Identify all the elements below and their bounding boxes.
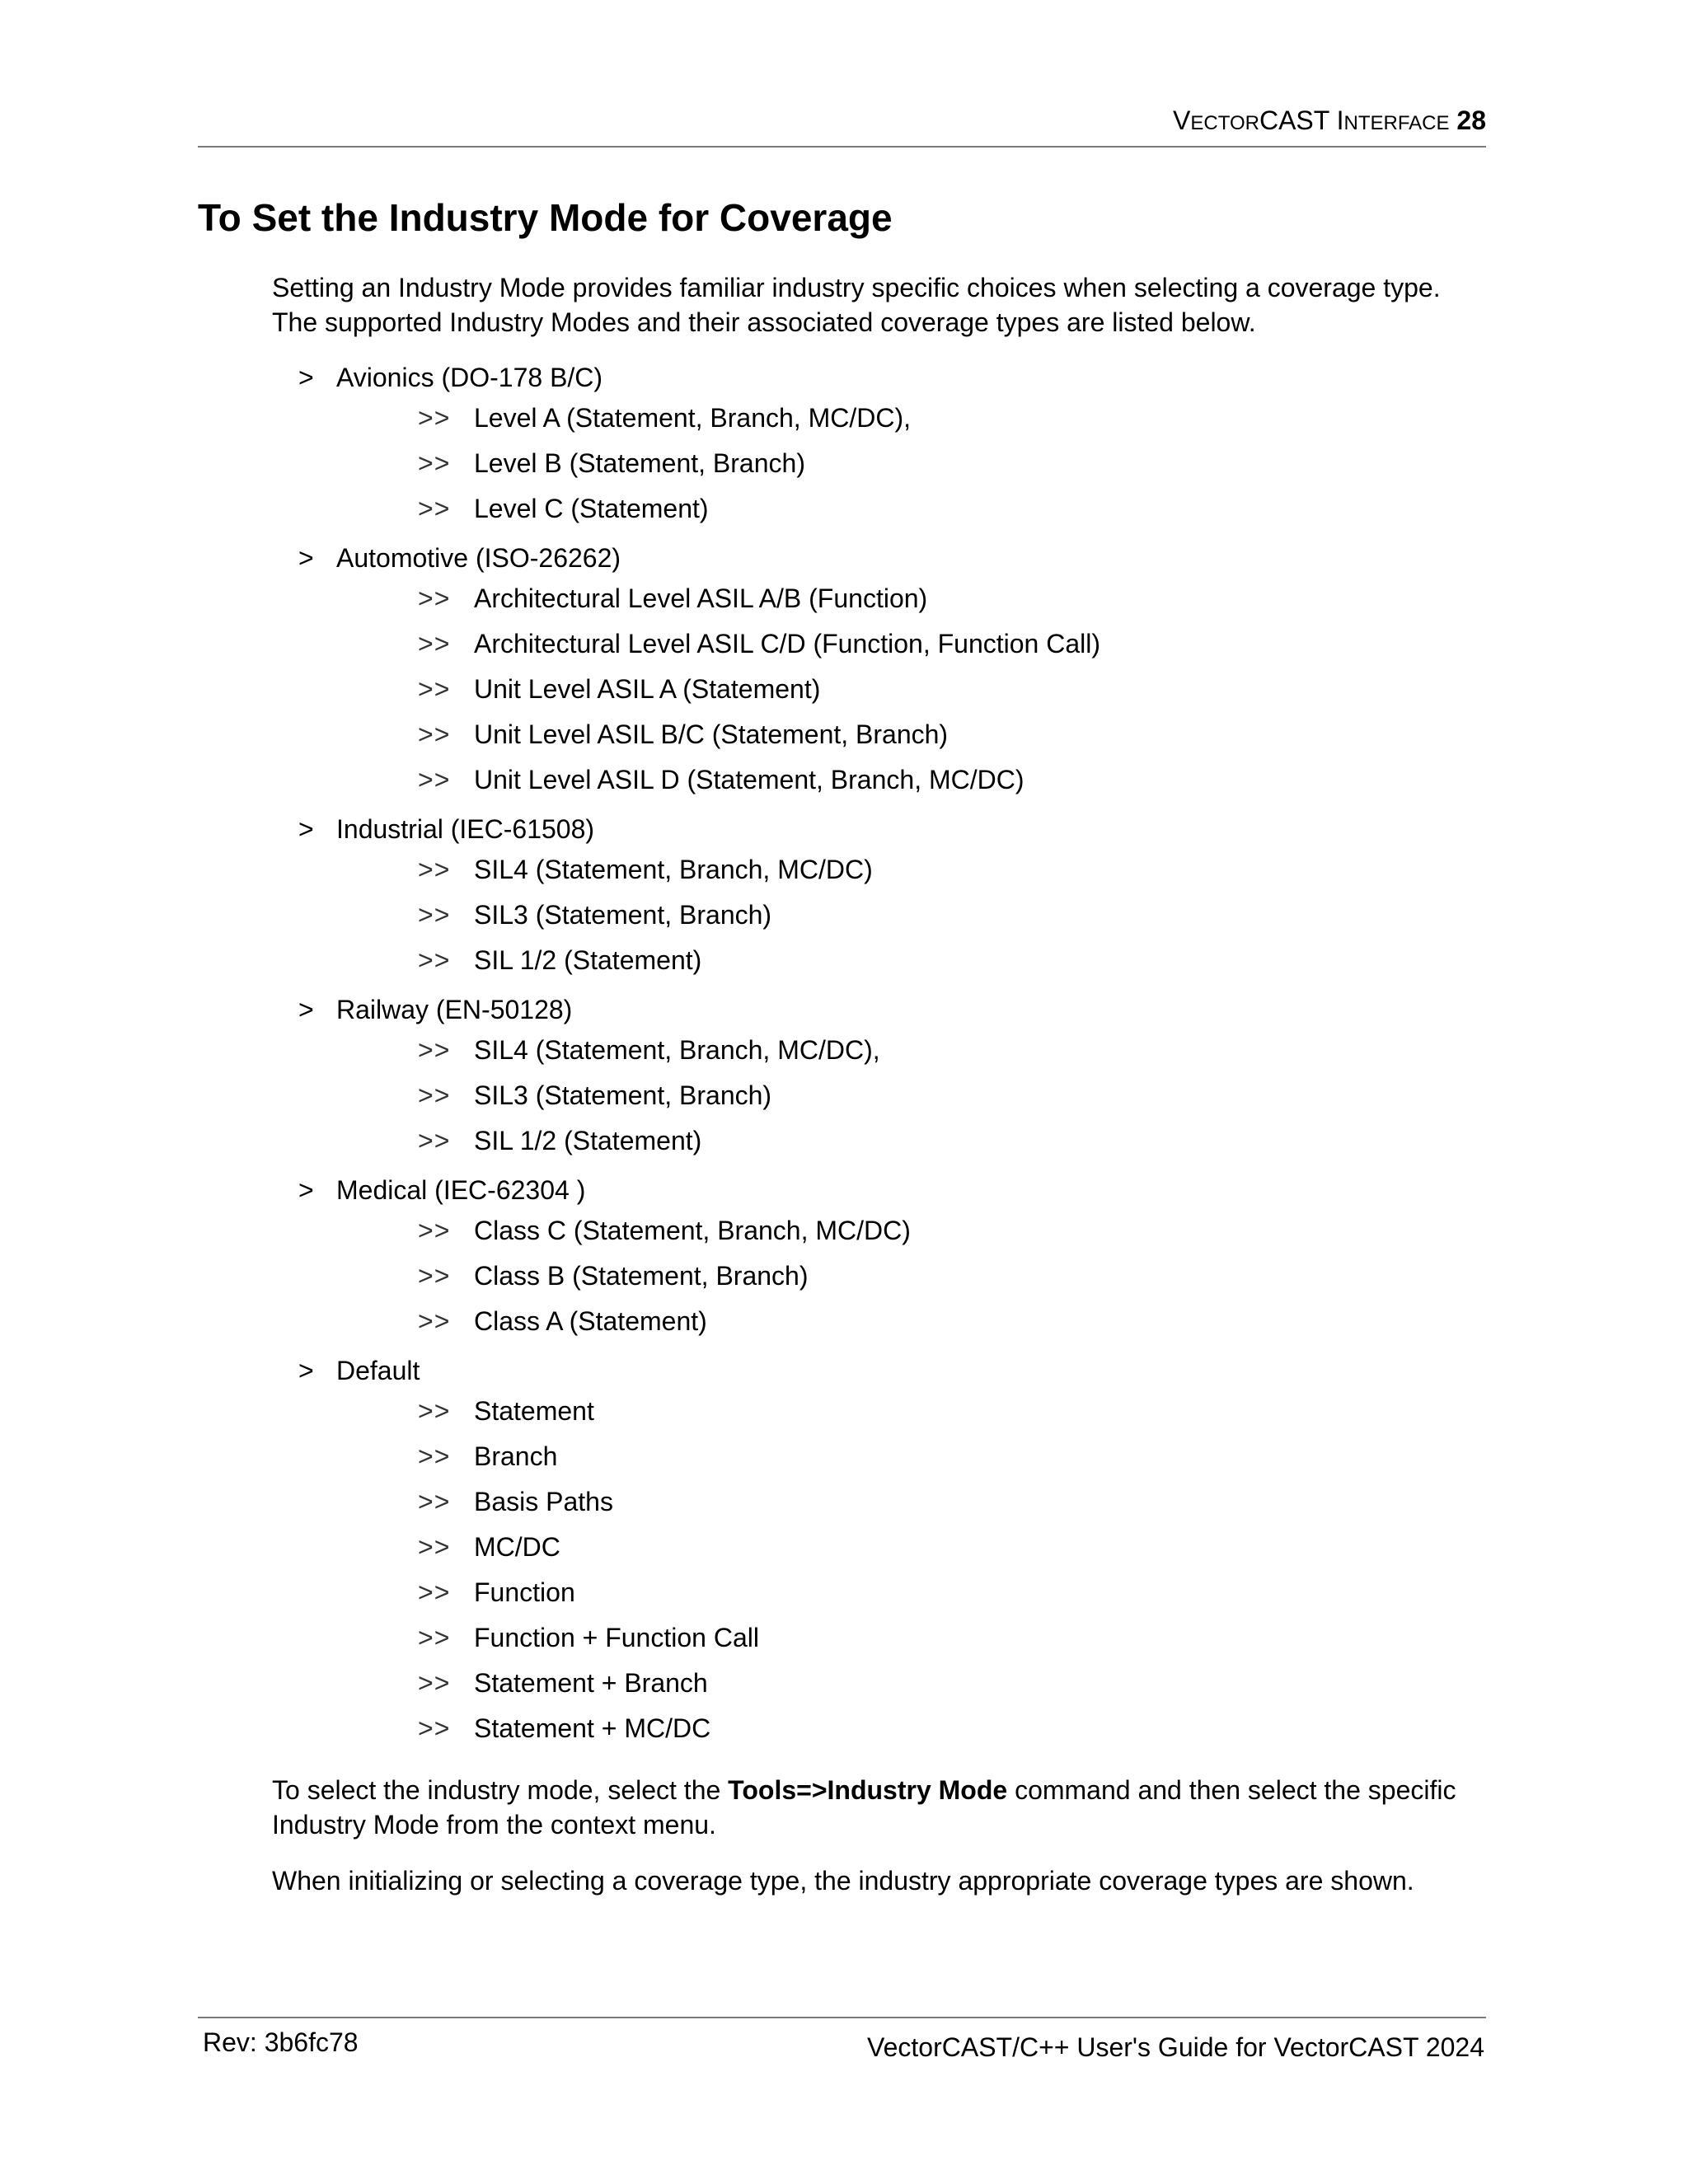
coverage-type-label: Unit Level ASIL B/C (Statement, Branch)	[474, 719, 949, 749]
footer-revision: Rev: 3b6fc78	[203, 2027, 359, 2057]
coverage-type-item	[418, 1479, 1452, 1525]
mode-heading	[298, 359, 1452, 396]
mode-heading	[298, 1172, 1452, 1208]
sub-bullet-marker: >>	[418, 1668, 451, 1698]
bullet-marker: >	[298, 814, 314, 844]
coverage-type-label: Level C (Statement)	[474, 494, 709, 523]
coverage-type-list	[298, 1389, 1452, 1751]
coverage-type-item	[418, 1434, 1452, 1479]
coverage-type-item	[418, 1615, 1452, 1661]
coverage-type-label: MC/DC	[474, 1532, 560, 1562]
coverage-type-item	[418, 1073, 1452, 1118]
coverage-type-item	[418, 847, 1452, 893]
initializing-paragraph: When initializing or selecting a coverage type, the industry appropriate coverage types are shown.	[272, 1866, 1414, 1896]
intro-paragraph: Setting an Industry Mode provides familiar industry specific choices when selecting a coverage type. The supported Industry Modes and their associated coverage types are listed below.	[272, 273, 1441, 337]
coverage-type-item	[418, 1570, 1452, 1615]
sub-bullet-marker: >>	[418, 855, 451, 884]
coverage-type-label: SIL3 (Statement, Branch)	[474, 1080, 772, 1110]
coverage-type-label: Statement + MC/DC	[474, 1713, 711, 1743]
coverage-type-label: Branch	[474, 1441, 558, 1471]
select-text-after: command and then select the specific Industry Mode from the context menu.	[272, 1775, 1456, 1840]
coverage-type-label: Statement + Branch	[474, 1668, 708, 1698]
mode-label: Default	[336, 1356, 420, 1385]
select-mode-paragraph	[272, 1773, 1492, 1842]
coverage-type-label: Function + Function Call	[474, 1623, 759, 1652]
sub-bullet-marker: >>	[418, 1261, 451, 1291]
header-title-cast: CAST I	[1259, 105, 1344, 135]
coverage-type-item	[418, 1118, 1452, 1164]
sub-bullet-marker: >>	[418, 1713, 451, 1743]
mode-item	[298, 1352, 1452, 1751]
bullet-marker: >	[298, 543, 314, 573]
coverage-type-item	[418, 576, 1452, 621]
header-title-ector: ECTOR	[1190, 112, 1259, 134]
coverage-type-label: Function	[474, 1577, 575, 1607]
coverage-type-label: SIL 1/2 (Statement)	[474, 1126, 702, 1155]
mode-label: Industrial (IEC-61508)	[336, 814, 595, 844]
coverage-type-item	[418, 1254, 1452, 1299]
sub-bullet-marker: >>	[418, 1216, 451, 1245]
section-title: To Set the Industry Mode for Coverage	[198, 196, 893, 239]
mode-label: Avionics (DO-178 B/C)	[336, 363, 603, 392]
bullet-marker: >	[298, 995, 314, 1024]
coverage-type-list	[298, 847, 1452, 983]
coverage-type-label: Class A (Statement)	[474, 1306, 707, 1336]
header-title-v: V	[1173, 105, 1191, 135]
coverage-type-label: SIL3 (Statement, Branch)	[474, 900, 772, 930]
mode-heading	[298, 1352, 1452, 1389]
mode-item	[298, 1172, 1452, 1344]
sub-bullet-marker: >>	[418, 1623, 451, 1652]
mode-heading	[298, 811, 1452, 847]
coverage-type-label: Class B (Statement, Branch)	[474, 1261, 809, 1291]
coverage-type-item	[418, 1208, 1452, 1254]
coverage-type-item	[418, 667, 1452, 712]
coverage-type-item	[418, 396, 1452, 441]
coverage-type-label: Architectural Level ASIL A/B (Function)	[474, 583, 928, 613]
coverage-type-label: Unit Level ASIL A (Statement)	[474, 674, 821, 704]
coverage-type-item	[418, 1299, 1452, 1344]
sub-bullet-marker: >>	[418, 1487, 451, 1516]
sub-bullet-marker: >>	[418, 1080, 451, 1110]
mode-item	[298, 359, 1452, 532]
footer-guide-title: VectorCAST/C++ User's Guide for VectorCAST 2024	[867, 2032, 1484, 2062]
coverage-type-item	[418, 441, 1452, 486]
header-title-nterface: NTERFACE	[1343, 112, 1450, 134]
coverage-type-list	[298, 576, 1452, 803]
mode-label: Railway (EN-50128)	[336, 995, 573, 1024]
coverage-type-label: Unit Level ASIL D (Statement, Branch, MC/DC)	[474, 765, 1025, 794]
bullet-marker: >	[298, 363, 314, 392]
coverage-type-label: SIL 1/2 (Statement)	[474, 945, 702, 975]
sub-bullet-marker: >>	[418, 1306, 451, 1336]
coverage-type-list	[298, 1028, 1452, 1164]
sub-bullet-marker: >>	[418, 448, 451, 478]
coverage-type-item	[418, 486, 1452, 532]
mode-heading	[298, 540, 1452, 576]
coverage-type-item	[418, 621, 1452, 667]
bullet-marker: >	[298, 1175, 314, 1205]
mode-item	[298, 540, 1452, 803]
sub-bullet-marker: >>	[418, 1441, 451, 1471]
coverage-type-label: Level B (Statement, Branch)	[474, 448, 805, 478]
coverage-type-item	[418, 1706, 1452, 1751]
select-text-before: To select the industry mode, select the	[272, 1775, 729, 1805]
coverage-type-item	[418, 1661, 1452, 1706]
coverage-type-label: SIL4 (Statement, Branch, MC/DC),	[474, 1035, 880, 1065]
header-divider	[198, 146, 1486, 148]
sub-bullet-marker: >>	[418, 945, 451, 975]
mode-heading	[298, 991, 1452, 1028]
sub-bullet-marker: >>	[418, 674, 451, 704]
mode-item	[298, 811, 1452, 983]
coverage-type-label: Class C (Statement, Branch, MC/DC)	[474, 1216, 911, 1245]
coverage-type-item	[418, 1389, 1452, 1434]
tools-industry-mode-command: Tools=>Industry Mode	[728, 1775, 1008, 1805]
sub-bullet-marker: >>	[418, 719, 451, 749]
sub-bullet-marker: >>	[418, 1577, 451, 1607]
page-number: 28	[1456, 105, 1486, 135]
sub-bullet-marker: >>	[418, 1396, 451, 1426]
mode-item	[298, 991, 1452, 1164]
running-header	[198, 104, 1486, 140]
coverage-type-list	[298, 396, 1452, 532]
bullet-marker: >	[298, 1356, 314, 1385]
sub-bullet-marker: >>	[418, 900, 451, 930]
coverage-type-item	[418, 1028, 1452, 1073]
sub-bullet-marker: >>	[418, 1035, 451, 1065]
coverage-type-label: SIL4 (Statement, Branch, MC/DC)	[474, 855, 873, 884]
sub-bullet-marker: >>	[418, 1532, 451, 1562]
coverage-type-item	[418, 938, 1452, 983]
industry-mode-list	[298, 359, 1452, 1760]
coverage-type-item	[418, 893, 1452, 938]
sub-bullet-marker: >>	[418, 629, 451, 658]
mode-label: Automotive (ISO-26262)	[336, 543, 621, 573]
sub-bullet-marker: >>	[418, 494, 451, 523]
coverage-type-item	[418, 757, 1452, 803]
footer-divider	[198, 2017, 1486, 2018]
coverage-type-label: Basis Paths	[474, 1487, 613, 1516]
sub-bullet-marker: >>	[418, 403, 451, 433]
sub-bullet-marker: >>	[418, 1126, 451, 1155]
coverage-type-item	[418, 712, 1452, 757]
sub-bullet-marker: >>	[418, 765, 451, 794]
coverage-type-label: Statement	[474, 1396, 594, 1426]
coverage-type-label: Level A (Statement, Branch, MC/DC),	[474, 403, 911, 433]
coverage-type-label: Architectural Level ASIL C/D (Function, Function Call)	[474, 629, 1101, 658]
coverage-type-list	[298, 1208, 1452, 1344]
mode-label: Medical (IEC-62304 )	[336, 1175, 586, 1205]
coverage-type-item	[418, 1525, 1452, 1570]
sub-bullet-marker: >>	[418, 583, 451, 613]
